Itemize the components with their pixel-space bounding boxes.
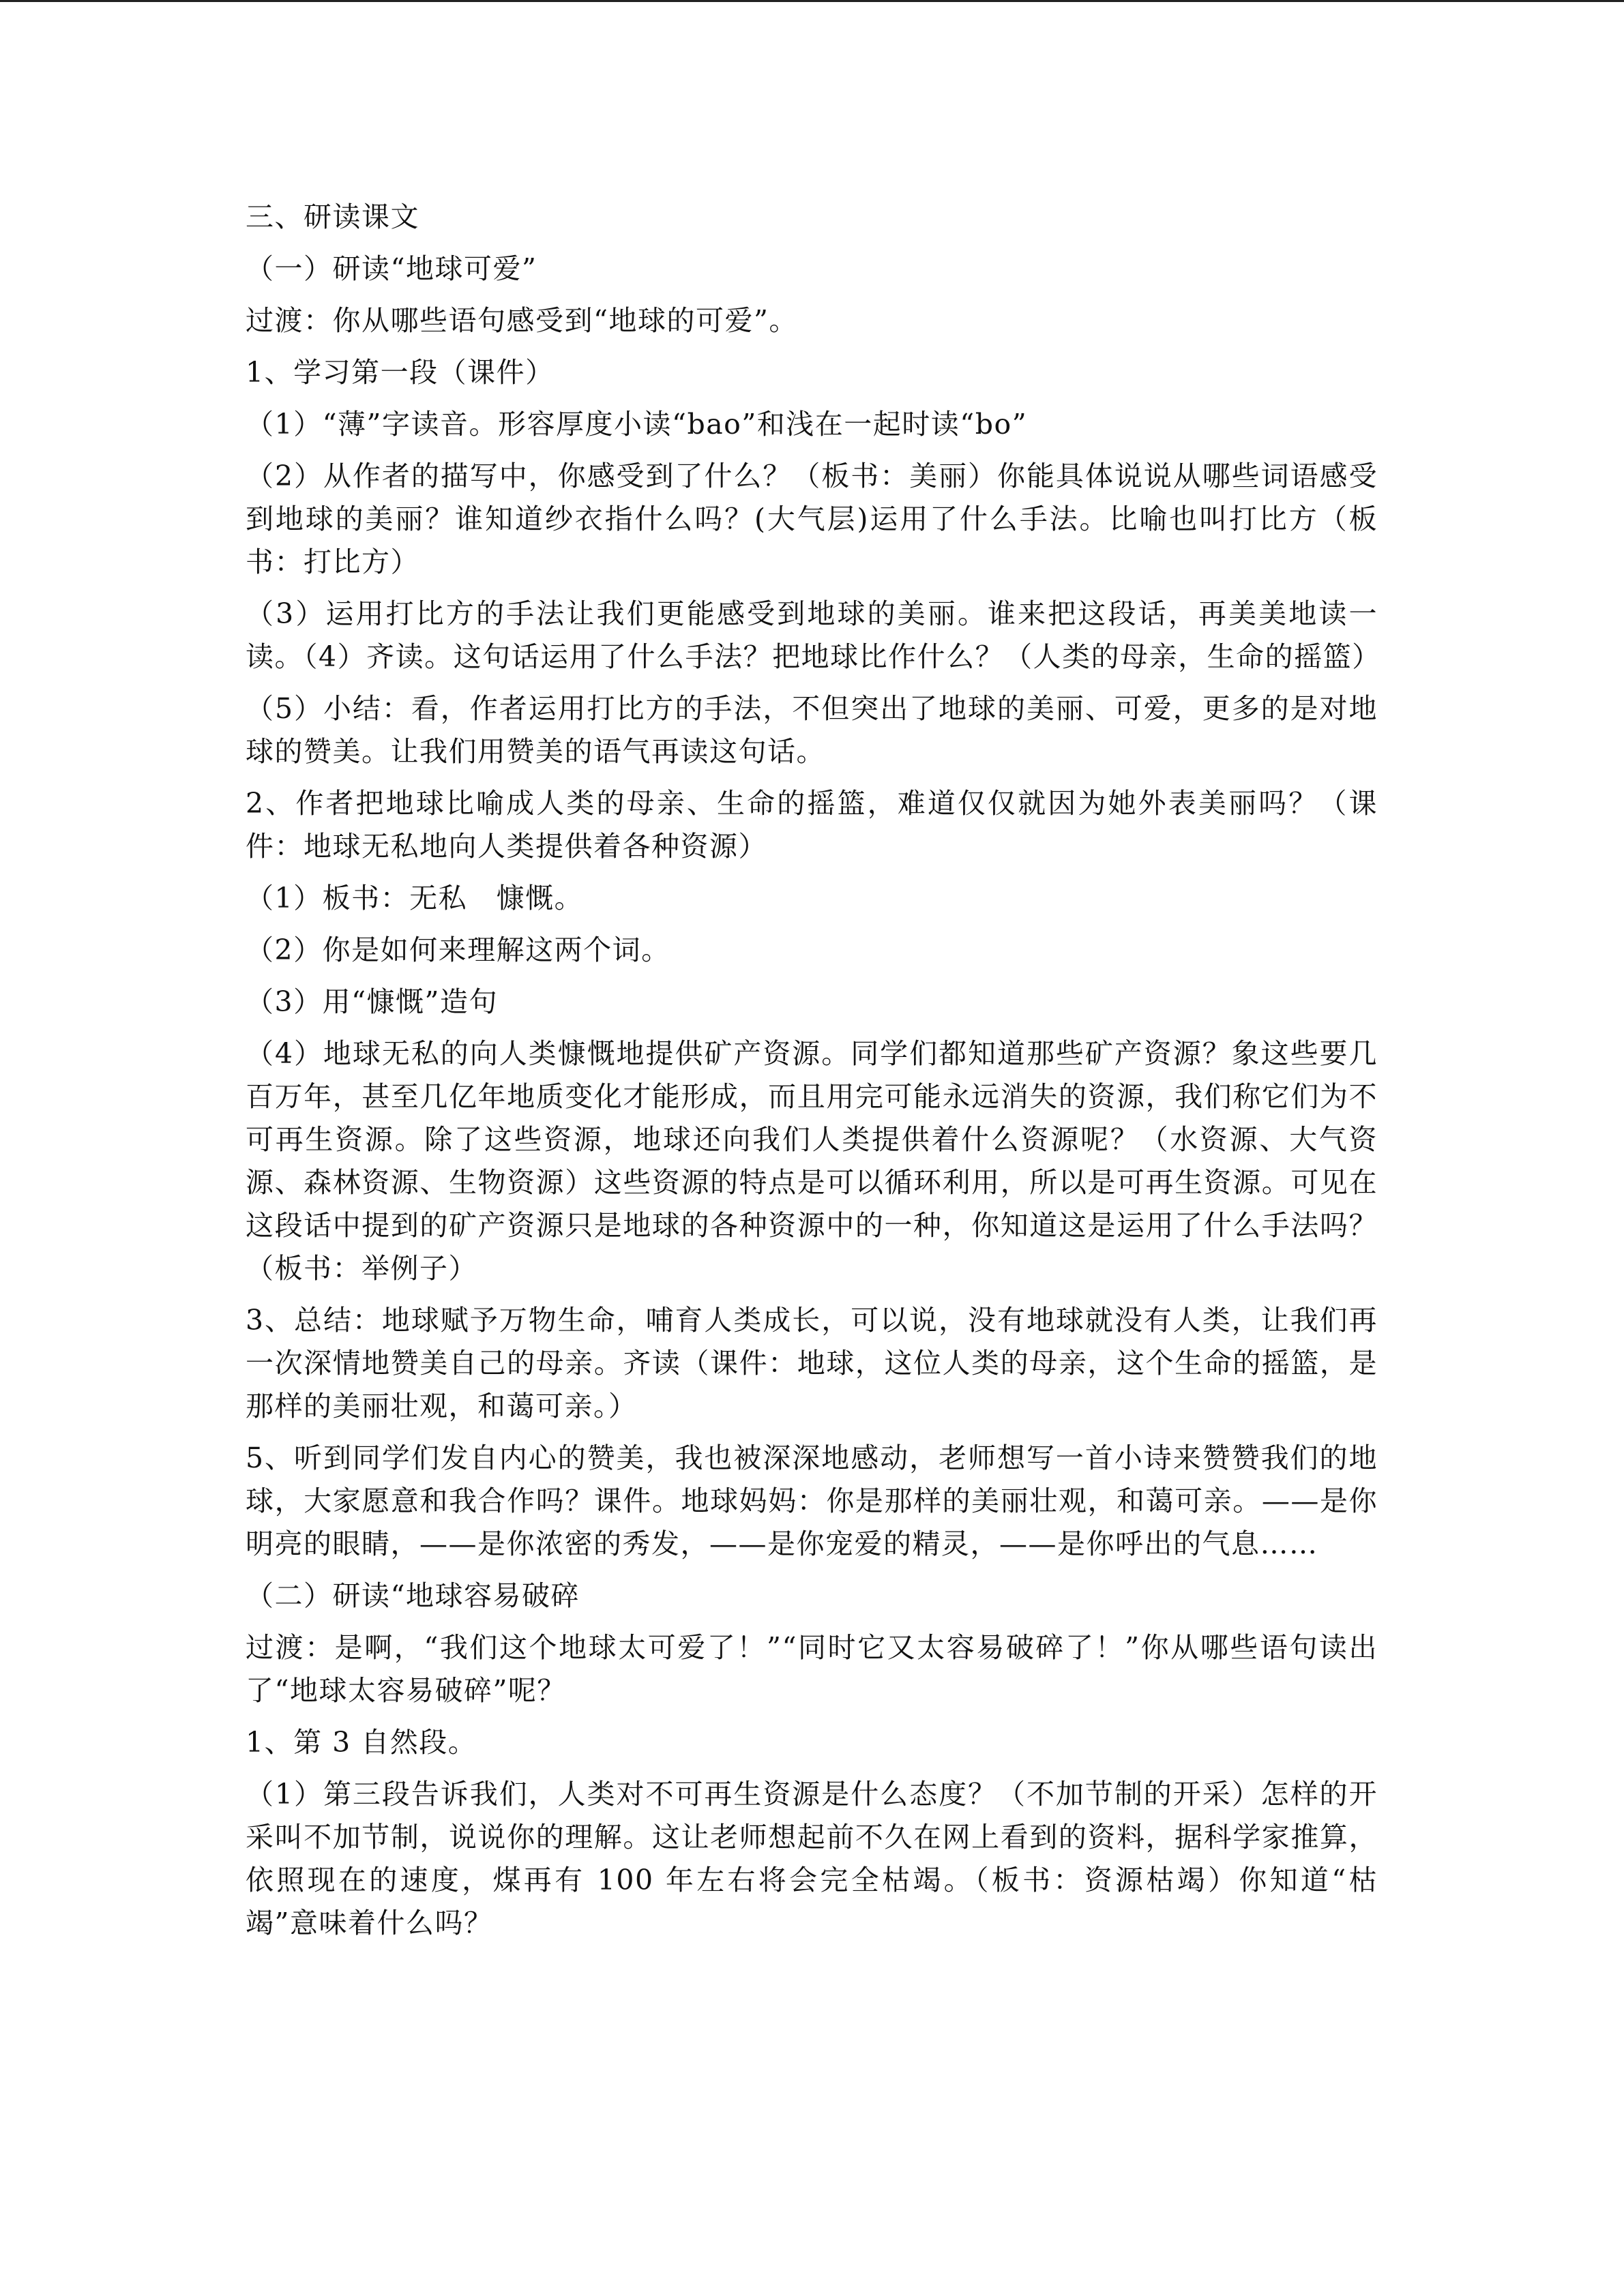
subsection-heading: （二）研读“地球容易破碎 [246, 1579, 580, 1612]
paragraph: 2、作者把地球比喻成人类的母亲、生命的摇篮，难道仅仅就因为她外表美丽吗？（课件：地球无私地向人类提供着各种资源） [246, 787, 1378, 863]
paragraph: （1）第三段告诉我们，人类对不可再生资源是什么态度？（不加节制的开采）怎样的开采叫不加节制，说说你的理解。这让老师想起前不久在网上看到的资料，据科学家推算，依照现在的速度，煤再有 100 年左右将会完全枯竭。（板书：资源枯竭）你知道“枯竭”意味着什么吗？ [246, 1778, 1378, 1939]
paragraph: 1、第 3 自然段。 [246, 1726, 477, 1759]
paragraph: （3）用“慷慨”造句 [246, 985, 499, 1018]
paragraph: 3、总结：地球赋予万物生命，哺育人类成长，可以说，没有地球就没有人类，让我们再一次深情地赞美自己的母亲。齐读（课件：地球，这位人类的母亲，这个生命的摇篮，是那样的美丽壮观，和蔼可亲。） [246, 1304, 1378, 1422]
paragraph: （1）板书：无私 慷慨。 [246, 882, 584, 914]
document-body [246, 196, 1381, 1954]
subsection-heading: （一）研读“地球可爱” [246, 252, 537, 285]
paragraph: （5）小结：看，作者运用打比方的手法，不但突出了地球的美丽、可爱，更多的是对地球的赞美。让我们用赞美的语气再读这句话。 [246, 692, 1378, 768]
paragraph: （4）地球无私的向人类慷慨地提供矿产资源。同学们都知道那些矿产资源？象这些要几百万年，甚至几亿年地质变化才能形成，而且用完可能永远消失的资源，我们称它们为不可再生资源。除了这些资源，地球还向我们人类提供着什么资源呢？（水资源、大气资源、森林资源、生物资源）这些资源的特点是可以循环利用，所以是可再生资源。可见在这段话中提到的矿产资源只是地球的各种资源中的一种，你知道这是运用了什么手法吗？（板书：举例子） [246, 1037, 1378, 1285]
paragraph: 过渡：你从哪些语句感受到“地球的可爱”。 [246, 304, 798, 337]
paragraph: （3）运用打比方的手法让我们更能感受到地球的美丽。谁来把这段话，再美美地读一读。（4）齐读。这句话运用了什么手法？把地球比作什么？（人类的母亲，生命的摇篮） [246, 597, 1381, 673]
paragraph: 过渡：是啊，“我们这个地球太可爱了！”“同时它又太容易破碎了！”你从哪些语句读出了“地球太容易破碎”呢？ [246, 1631, 1378, 1707]
paragraph: （1）“薄”字读音。形容厚度小读“bao”和浅在一起时读“bo” [246, 408, 1028, 441]
paragraph: 5、听到同学们发自内心的赞美，我也被深深地感动，老师想写一首小诗来赞赞我们的地球，大家愿意和我合作吗？课件。地球妈妈：你是那样的美丽壮观，和蔼可亲。——是你明亮的眼睛，——是你浓密的秀发，——是你宠爱的精灵，——是你呼出的气息…… [246, 1442, 1378, 1560]
paragraph: （2）你是如何来理解这两个词。 [246, 934, 670, 966]
section-heading: 三、研读课文 [246, 200, 419, 233]
paragraph: （2）从作者的描写中，你感受到了什么？（板书：美丽）你能具体说说从哪些词语感受到地球的美丽？谁知道纱衣指什么吗？(大气层)运用了什么手法。比喻也叫打比方（板书：打比方） [246, 460, 1378, 578]
paragraph: 1、学习第一段（课件） [246, 356, 555, 389]
